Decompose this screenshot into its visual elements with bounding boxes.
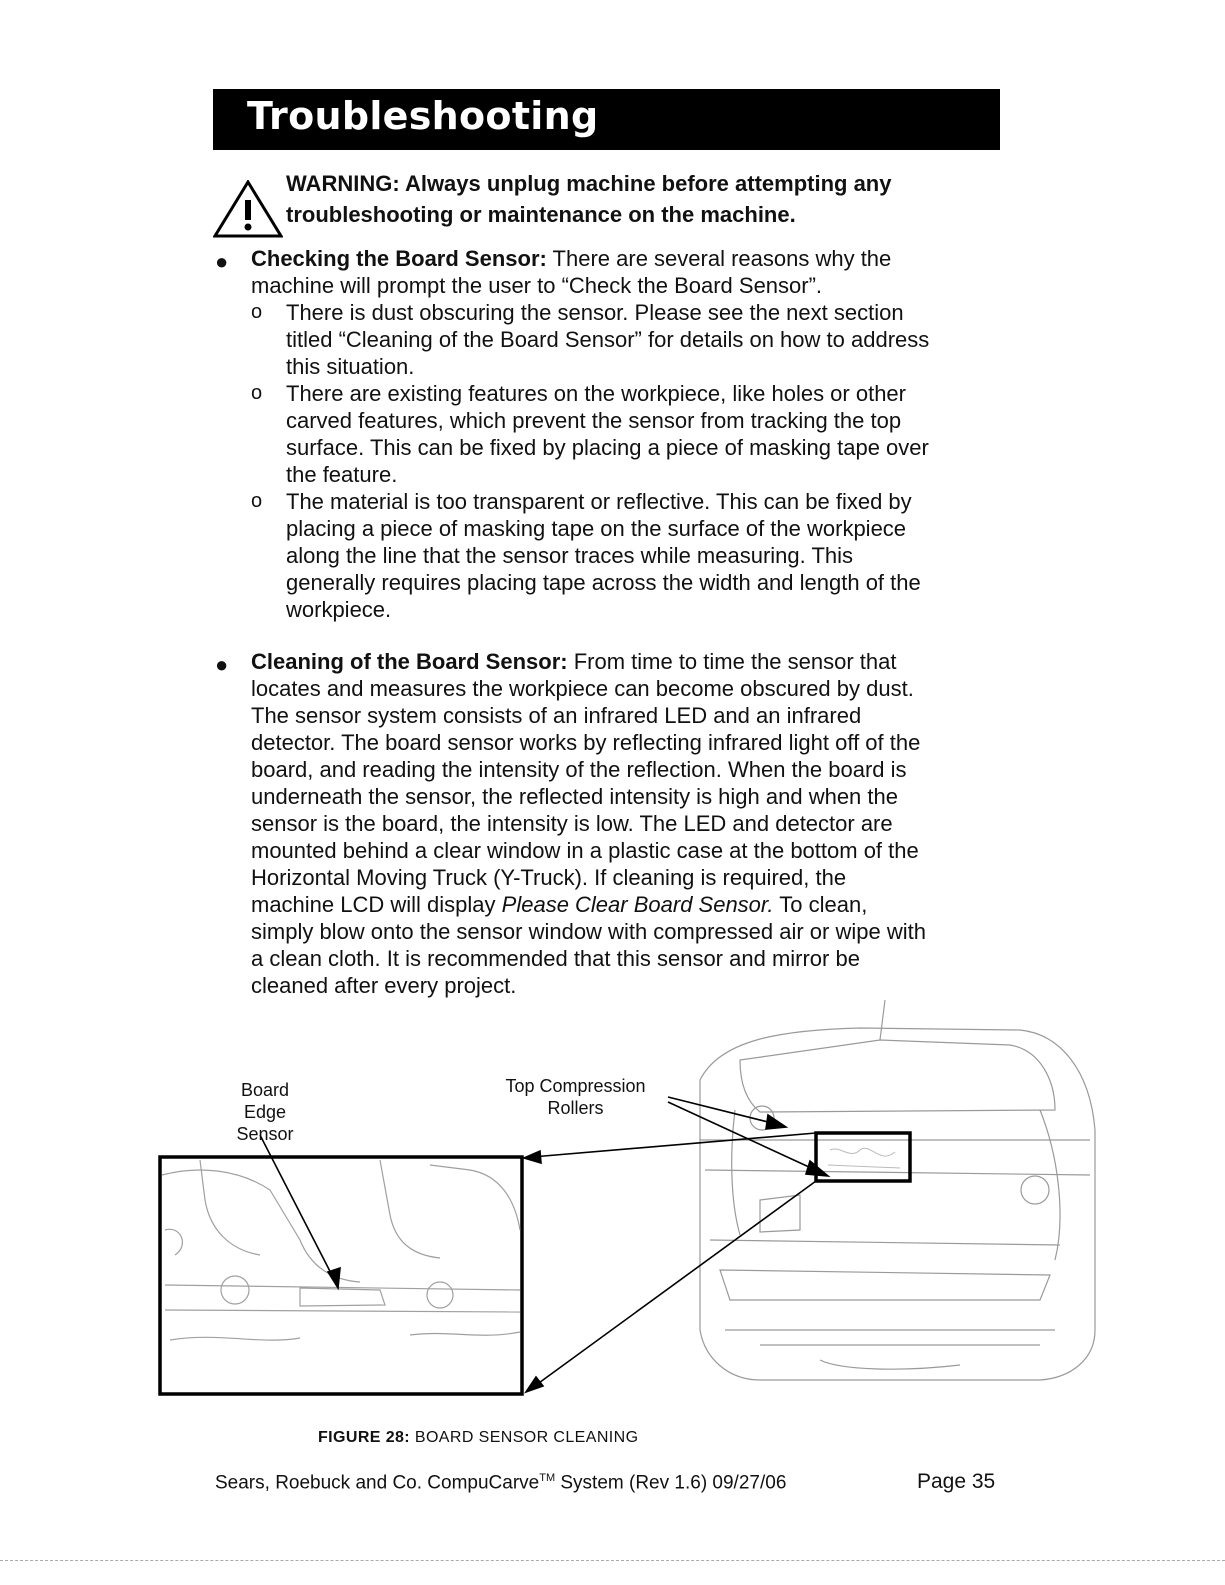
footer-text: Sears, Roebuck and Co. CompuCarve [215, 1472, 540, 1494]
caption-label: FIGURE 28: [318, 1429, 411, 1446]
paragraph-line: board, and reading the intensity of the reflection. When the board is [251, 757, 907, 782]
list-line: The material is too transparent or reflective. This can be fixed by [286, 489, 912, 514]
list-line: the feature. [286, 462, 398, 487]
paragraph-line: Horizontal Moving Truck (Y-Truck). If cleaning is required, the [251, 865, 847, 890]
trademark: TM [539, 1472, 556, 1484]
warning-line: WARNING: Always unplug machine before attempting any [286, 171, 892, 196]
text-run: To clean, [773, 892, 868, 917]
callout-line: Board Edge [240, 1080, 290, 1122]
paragraph-line: a clean cloth. It is recommended that this sensor and mirror be [251, 946, 860, 971]
paragraph-line: There are several reasons why the [546, 246, 892, 271]
callout-line: Top Compression [505, 1076, 646, 1096]
list-item [251, 488, 996, 623]
paragraph-line: machine will prompt the user to “Check the Board Sensor”. [251, 273, 823, 298]
paragraph-line: detector. The board sensor works by reflecting infrared light off of the [251, 730, 921, 755]
label-top-compression-rollers [488, 1075, 663, 1119]
list-line: There are existing features on the workpiece, like holes or other [286, 381, 906, 406]
machine-drawing [700, 1000, 1095, 1380]
figure-illustration [0, 1000, 1225, 1420]
section-banner [213, 89, 1000, 150]
paragraph-line: The sensor system consists of an infrared LED and an infrared [251, 703, 862, 728]
warning-line: troubleshooting or maintenance on the machine. [286, 202, 796, 227]
list-item [251, 380, 996, 488]
list-line: this situation. [286, 354, 415, 379]
paragraph-line: underneath the sensor, the reflected intensity is high and when the [251, 784, 898, 809]
paragraph-line: cleaned after every project. [251, 973, 517, 998]
warning-triangle-icon [213, 180, 283, 238]
scan-edge-rule [0, 1560, 1225, 1561]
list-line: surface. This can be fixed by placing a piece of masking tape over [286, 435, 929, 460]
list-line: placing a piece of masking tape on the surface of the workpiece [286, 516, 907, 541]
paragraph-line: locates and measures the workpiece can become obscured by dust. [251, 676, 914, 701]
lcd-message: Please Clear Board Sensor. [501, 892, 774, 917]
list-line: There is dust obscuring the sensor. Please see the next section [286, 300, 904, 325]
list-line: workpiece. [286, 597, 392, 622]
list-item [251, 299, 996, 380]
paragraph-line: sensor is the board, the intensity is low. The LED and detector are [251, 811, 893, 836]
page-number: Page 35 [917, 1470, 996, 1493]
warning-text [286, 168, 891, 230]
paragraph-line: simply blow onto the sensor window with compressed air or wipe with [251, 919, 926, 944]
list-line: generally requires placing tape across the width and length of the [286, 570, 921, 595]
circle-bullet-icon: o [251, 382, 263, 404]
paragraph-line: mounted behind a clear window in a plastic case at the bottom of the [251, 838, 919, 863]
list-line: carved features, which prevent the sensor from tracking the top [286, 408, 902, 433]
circle-bullet-icon: o [251, 301, 263, 323]
section-heading: Checking the Board Sensor: [251, 246, 547, 271]
footer-text: System (Rev 1.6) 09/27/06 [555, 1472, 787, 1494]
inset-box [160, 1157, 522, 1394]
list-line: titled “Cleaning of the Board Sensor” for details on how to address [286, 327, 930, 352]
circle-bullet-icon: o [251, 490, 263, 512]
list-line: along the line that the sensor traces while measuring. This [286, 543, 854, 568]
label-board-edge-sensor [220, 1079, 310, 1145]
figure-board-sensor [0, 1000, 1225, 1420]
footer-left [215, 1472, 786, 1494]
callout-line: Sensor [236, 1124, 294, 1144]
figure-caption [318, 1429, 638, 1447]
bullet-icon: ● [215, 249, 229, 274]
callout-line: Rollers [547, 1098, 604, 1118]
section-heading: Cleaning of the Board Sensor: [251, 649, 568, 674]
paragraph-line: From time to time the sensor that [567, 649, 897, 674]
text-run: machine LCD will display [251, 892, 502, 917]
paragraph-line [251, 891, 996, 918]
caption-text: BOARD SENSOR CLEANING [414, 1429, 639, 1446]
bullet-icon: ● [215, 652, 229, 677]
page-title: Troubleshooting [247, 94, 599, 138]
